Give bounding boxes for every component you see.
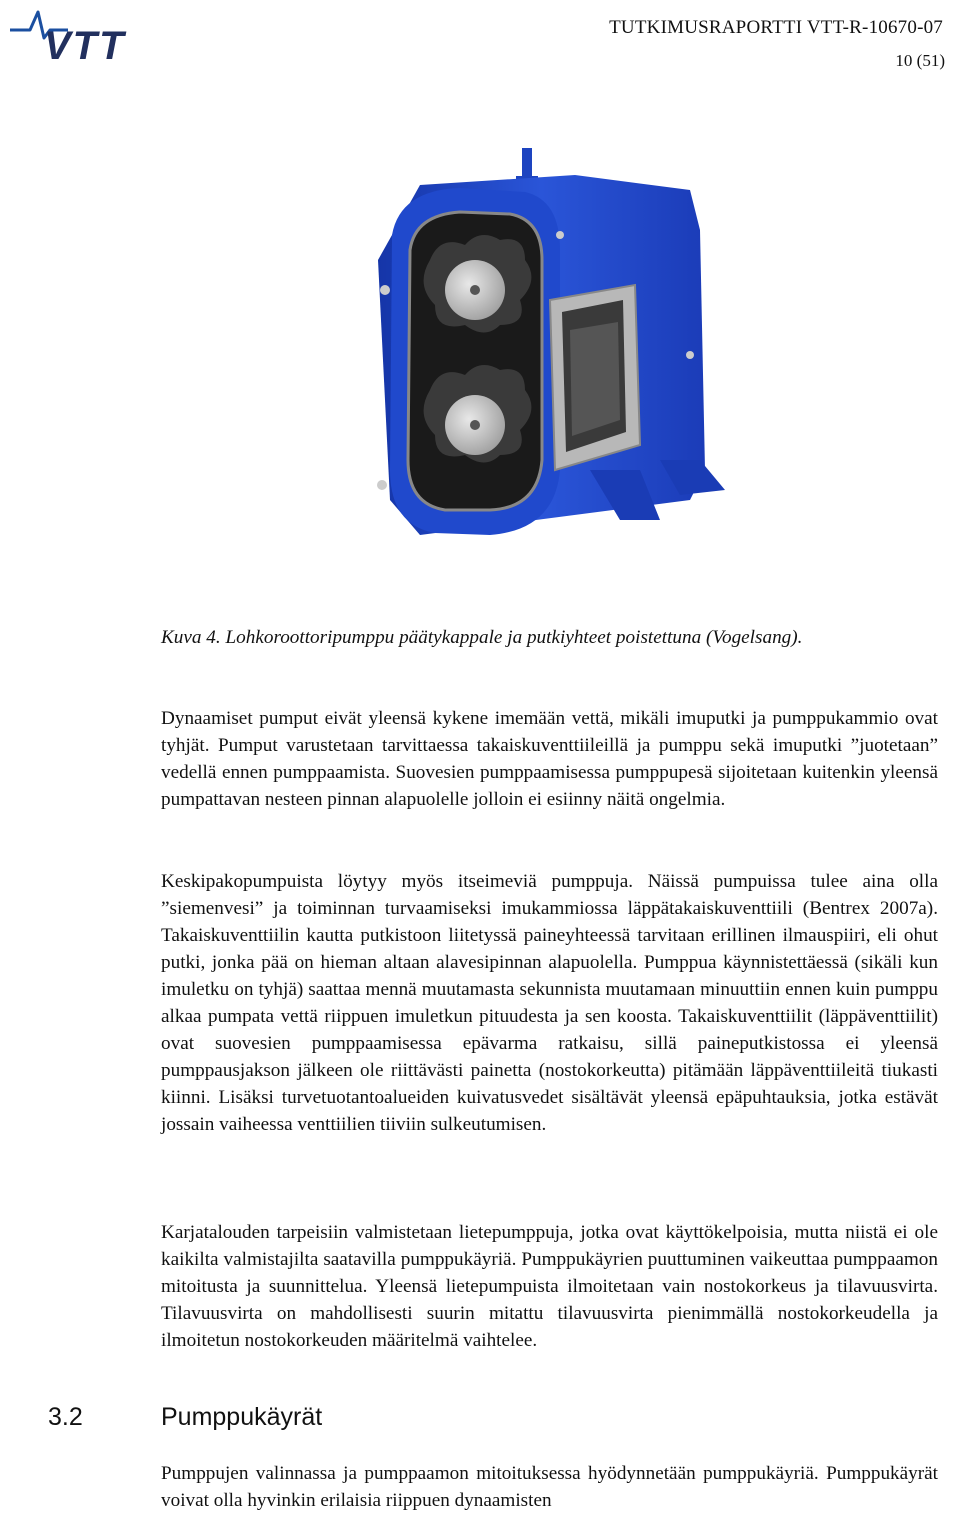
section-heading [48, 1403, 322, 1432]
figure-caption: Kuva 4. Lohkoroottoripumppu päätykappale ja putkiyhteet poistettuna (Vogelsang). [161, 627, 803, 648]
page-number: 10 (51) [895, 51, 945, 70]
paragraph-4: Pumppujen valinnassa ja pumppaamon mitoituksessa hyödynnetään pumppukäyriä. Pumppukäyrät voivat olla hyvinkin erilaisia riippuen dynaamisten [161, 1463, 938, 1511]
section-title: Pumppukäyrät [161, 1403, 323, 1431]
lobe-pump-image [360, 140, 750, 550]
section-number: 3.2 [48, 1403, 83, 1431]
vtt-logo [8, 8, 160, 64]
paragraph-1: Dynaamiset pumput eivät yleensä kykene imemään vettä, mikäli imuputki ja pumppukammio ovat tyhjät. Pumput varustetaan tarvittaessa takaiskuventtiileillä ja pumppu sekä imuputki ”juotetaan” vedellä ennen pumppaamista. Suovesien pumppaamisessa pumppupesä sijoitetaan kuitenkin yleensä pumpattavan nesteen pinnan alapuolelle jolloin ei esiinny näitä ongelmia. [161, 708, 938, 810]
paragraph-2: Keskipakopumpuista löytyy myös itseimeviä pumppuja. Näissä pumpuissa tulee aina olla ”siemenvesi” ja toiminnan turvaamiseksi imukammiossa läppätakaiskuventtiili (Bentrex 2007a). Takaiskuventtiilin kautta putkistoon liitetyssä paineyhteessä tarvitaan erillinen ilmauspiiri, eli ohut putki, jonka pää on hieman altaan alavesipinnan alapuolella. Pumppua käynnistettäessä (sikäli kun imuletku on tyhjä) saattaa mennä muutamasta sekunnista muutamaan minuuttiin ennen kuin pumppu alkaa pumpata vettä riippuen imuletkun pituudesta ja sen koosta. Takaiskuventtiilit (läppäventtiilit) ovat suovesien pumppaamisessa epävarma ratkaisu, sillä paineputkistossa ei yleensä pumppausjakson jälkeen ole riittävästi painetta (nostokorkeutta) pitämään läppäventtiileitä tiukasti kiinni. Lisäksi turvetuotantoalueiden kuivatusvedet sisältävät yleensä epäpuhtauksia, jotka estävät jossain vaiheessa venttiilien tiiviin sulkeutumisen. [161, 871, 938, 1135]
logo-text: VTT [44, 24, 126, 64]
paragraph-3: Karjatalouden tarpeisiin valmistetaan lietepumppuja, jotka ovat käyttökelpoisia, mutta niistä ei ole kaikilta valmistajilta saatavilla pumppukäyriä. Pumppukäyrien puuttuminen vaikeuttaa pumppaamon mitoitusta ja suunnittelua. Yleensä lietepumpuista ilmoitetaan vain nostokorkeus ja tilavuusvirta. Tilavuusvirta on mahdollisesti suurin mitattu tilavuusvirta pienimmällä nostokorkeudella ja ilmoitetun nostokorkeuden määritelmä vaihtelee. [161, 1222, 938, 1351]
report-id: TUTKIMUSRAPORTTI VTT-R-10670-07 [609, 17, 943, 38]
